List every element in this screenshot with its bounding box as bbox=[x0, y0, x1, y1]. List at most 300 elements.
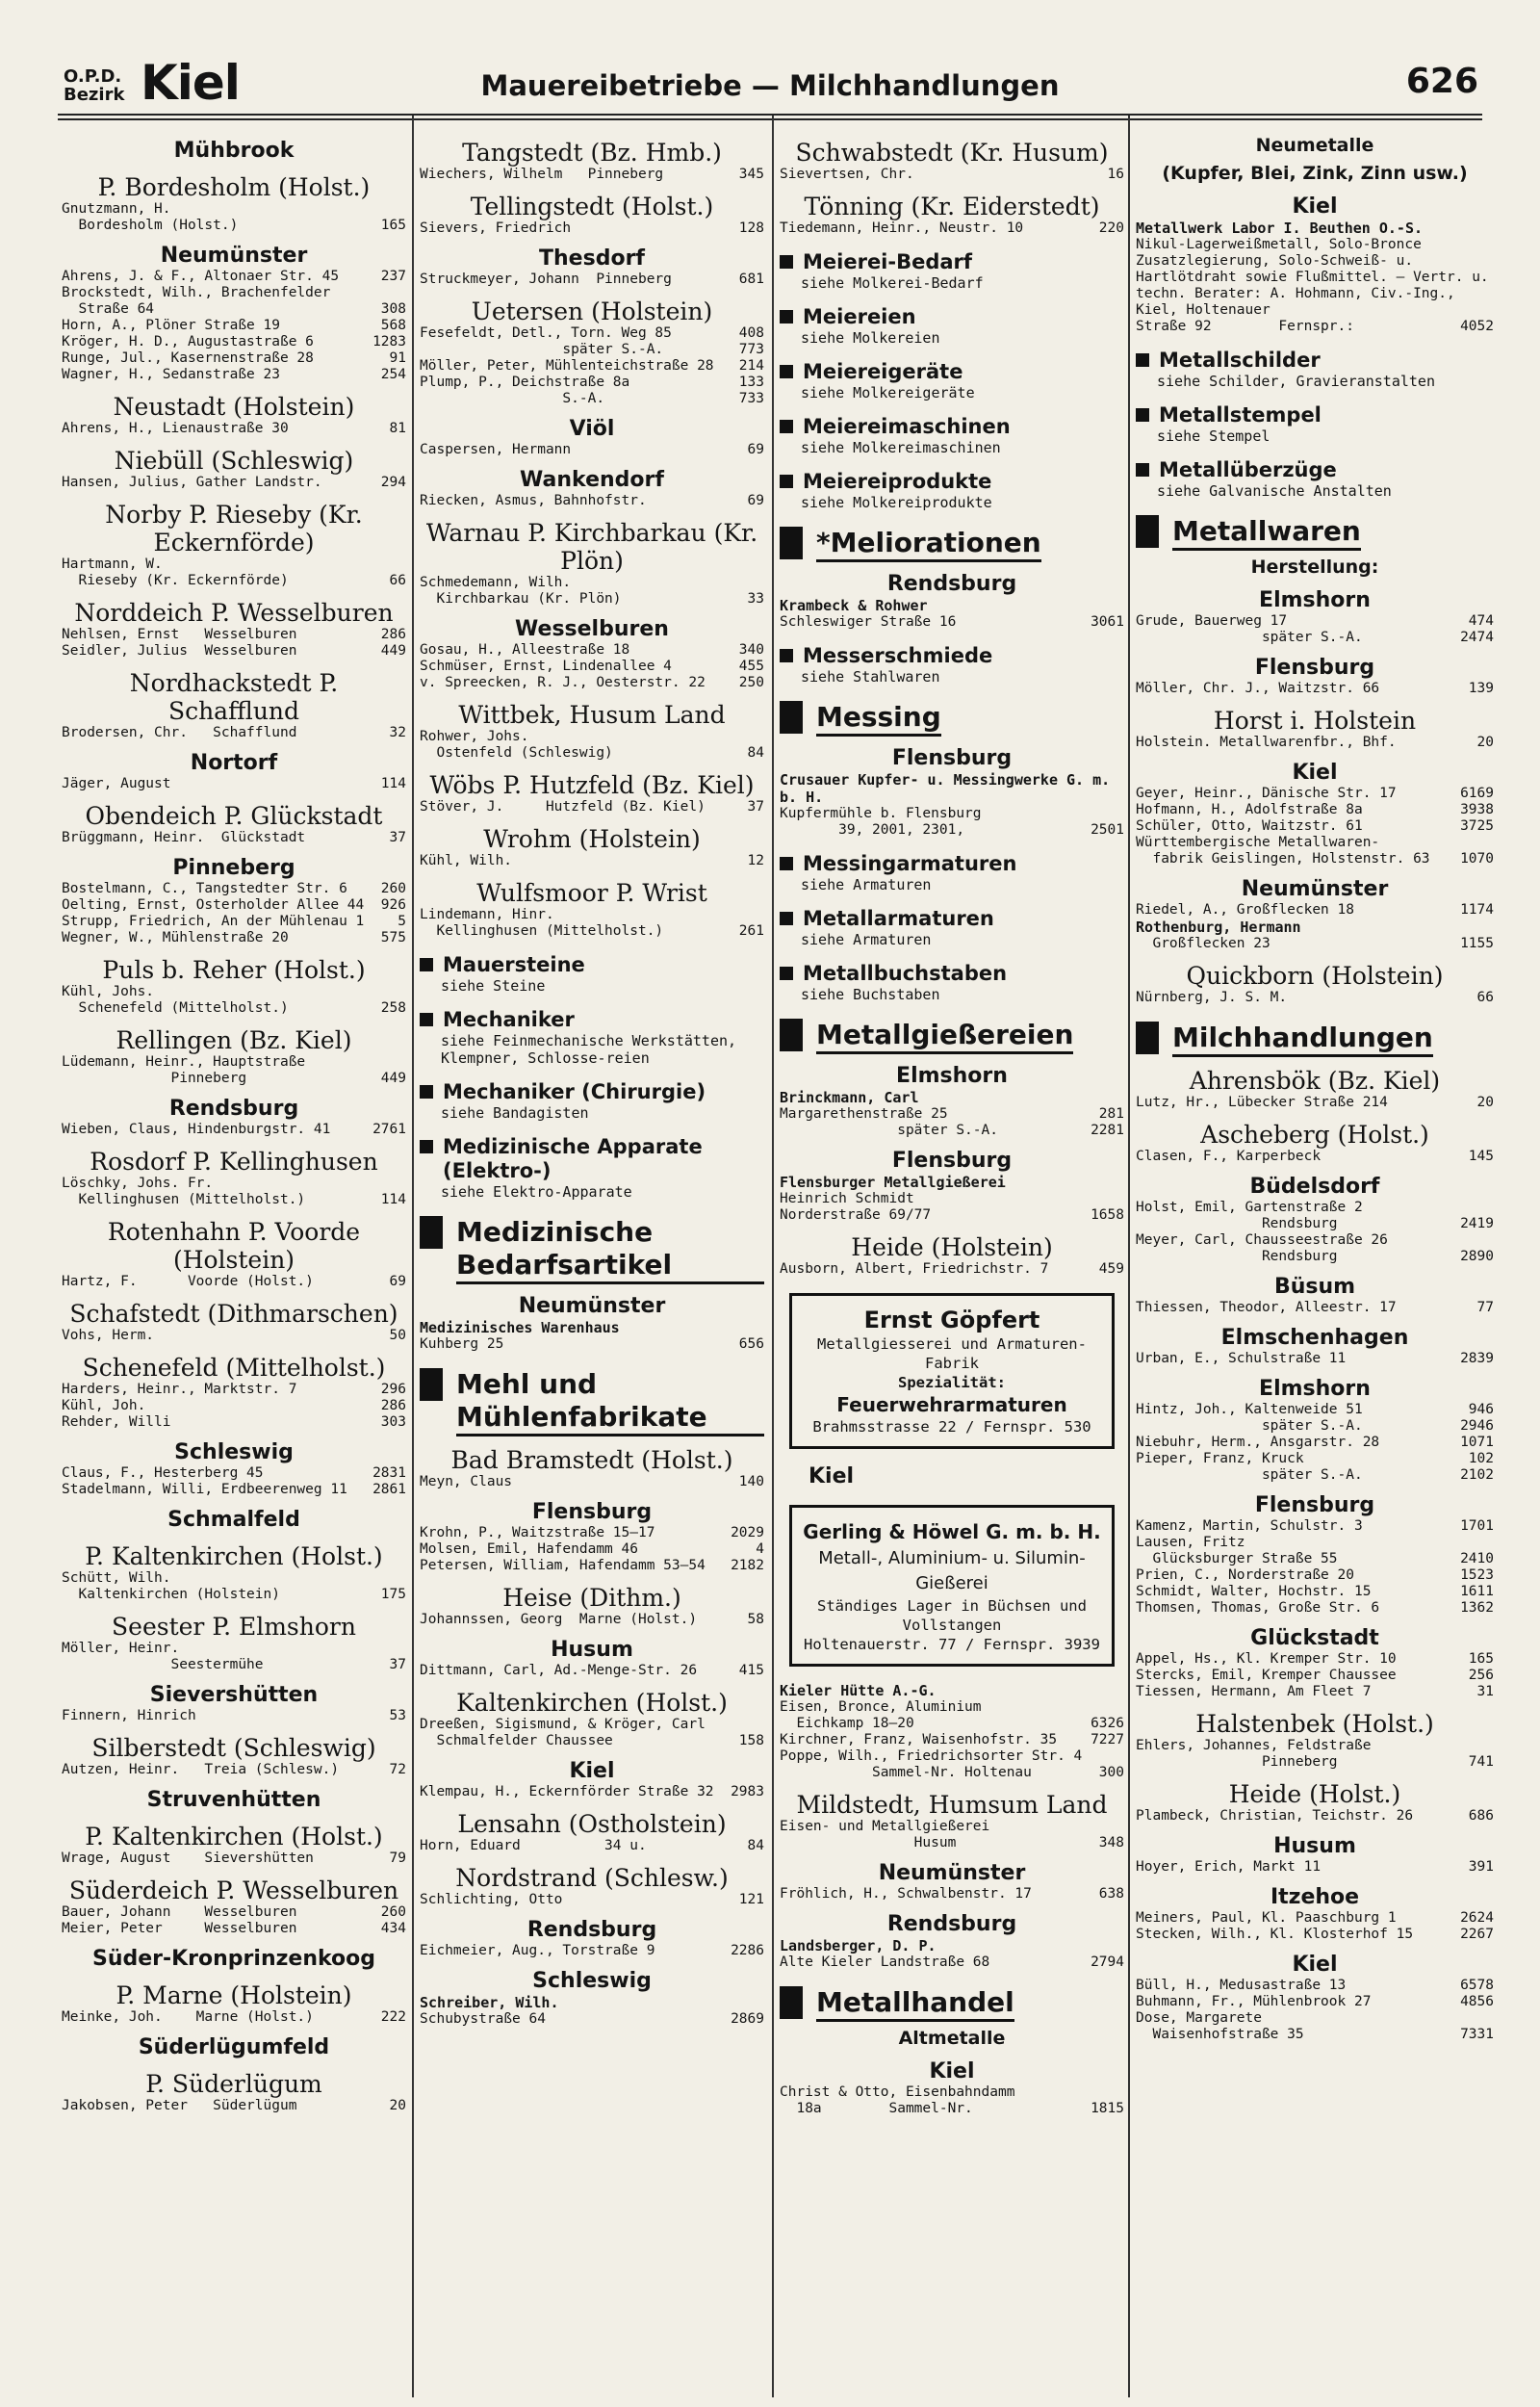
category-label: *Meliorationen bbox=[816, 527, 1041, 562]
entry-name: Plambeck, Christian, Teichstr. 26 bbox=[1136, 1808, 1414, 1824]
category-label: Messingarmaturen bbox=[803, 852, 1017, 875]
bullet-square bbox=[780, 1019, 803, 1051]
entry-phone: 638 bbox=[1098, 1886, 1124, 1902]
place-heading: Lensahn (Ostholstein) bbox=[457, 1810, 727, 1838]
entry-name: Strupp, Friedrich, An der Mühlenau 1 bbox=[62, 914, 365, 929]
entry-phone: 2267 bbox=[1460, 1927, 1494, 1942]
firm-name: Medizinisches Warenhaus bbox=[420, 1319, 620, 1336]
entry-phone: 121 bbox=[738, 1892, 764, 1907]
directory-entry bbox=[1136, 1535, 1494, 1551]
subsection-heading: Neumetalle bbox=[1255, 135, 1374, 156]
entry-name: Petersen, William, Hafendamm 53—54 bbox=[420, 1558, 706, 1573]
directory-entry bbox=[62, 830, 406, 846]
firm-name: Flensburger Metallgießerei bbox=[780, 1174, 1006, 1191]
city-heading: Nortorf bbox=[190, 751, 278, 775]
city-heading: Schleswig bbox=[174, 1440, 294, 1464]
entry-name: Sievertsen, Chr. bbox=[780, 167, 914, 182]
place-heading: Heide (Holstein) bbox=[851, 1233, 1053, 1261]
directory-entry bbox=[62, 556, 406, 573]
place-heading: Mildstedt, Humsum Land bbox=[796, 1791, 1108, 1819]
see-reference: siehe Molkereien bbox=[801, 329, 940, 347]
directory-entry bbox=[62, 1657, 406, 1673]
category-heading bbox=[420, 1008, 764, 1032]
directory-entry bbox=[420, 220, 764, 237]
place-heading: P. Bordesholm (Holst.) bbox=[97, 173, 371, 201]
entry-name: Horn, Eduard 34 u. bbox=[420, 1838, 647, 1853]
entry-name: Kühl, Johs. bbox=[62, 984, 155, 999]
directory-entry bbox=[62, 421, 406, 437]
directory-entry bbox=[1136, 735, 1494, 751]
place-heading: Wulfsmoor P. Wrist bbox=[476, 879, 707, 907]
city-heading: Husum bbox=[1273, 1834, 1356, 1858]
directory-entry bbox=[62, 627, 406, 643]
entry-phone: 568 bbox=[380, 318, 406, 333]
directory-entry bbox=[420, 1733, 764, 1749]
entry-phone: 926 bbox=[380, 897, 406, 913]
directory-entry bbox=[780, 1886, 1124, 1902]
place-heading: Norddeich P. Wesselburen bbox=[74, 599, 394, 627]
entry-name: Kellinghusen (Mittelholst.) bbox=[420, 923, 664, 939]
directory-entry bbox=[420, 729, 764, 745]
place-heading: Niebüll (Schleswig) bbox=[114, 447, 354, 475]
directory-entry bbox=[420, 923, 764, 940]
directory-entry bbox=[780, 1954, 1124, 1971]
entry-phone: 286 bbox=[380, 1398, 406, 1413]
entry-name: später S.-A. bbox=[1136, 630, 1363, 645]
entry-name: später S.-A. bbox=[1136, 1467, 1363, 1483]
ad-ernst-goepfert bbox=[789, 1293, 1115, 1449]
entry-name: Hofmann, H., Adolfstraße 8a bbox=[1136, 802, 1363, 817]
entry-phone: 102 bbox=[1468, 1451, 1494, 1466]
entry-phone: 214 bbox=[738, 358, 764, 374]
category-label: Medizinische Bedarfsartikel bbox=[456, 1216, 764, 1284]
entry-phone: 449 bbox=[380, 1071, 406, 1086]
directory-entry bbox=[62, 984, 406, 1000]
entry-name: Husum bbox=[780, 1835, 957, 1851]
directory-entry bbox=[62, 1414, 406, 1431]
entry-phone: 256 bbox=[1468, 1668, 1494, 1683]
ad-special: Spezialität: bbox=[898, 1374, 1006, 1391]
entry-name: Poppe, Wilh., Friedrichsorter Str. 4 bbox=[780, 1748, 1083, 1764]
place-heading: Warnau P. Kirchbarkau (Kr. Plön) bbox=[425, 519, 758, 575]
category-label: Meierei-Bedarf bbox=[803, 250, 973, 273]
city-heading: Kiel bbox=[1292, 1953, 1338, 1977]
entry-name: 39, 2001, 2301, bbox=[780, 822, 965, 838]
entry-phone: 6326 bbox=[1091, 1716, 1124, 1731]
entry-name: Löschky, Johs. Fr. bbox=[62, 1176, 214, 1191]
category-label: Metallhandel bbox=[816, 1986, 1014, 2022]
entry-phone: 294 bbox=[380, 475, 406, 490]
directory-entry bbox=[1136, 681, 1494, 697]
directory-entry bbox=[62, 1176, 406, 1192]
entry-phone: 1155 bbox=[1460, 936, 1494, 951]
directory-entry bbox=[62, 301, 406, 318]
page-number: 626 bbox=[1405, 62, 1478, 101]
directory-entry bbox=[62, 1708, 406, 1724]
entry-phone: 5 bbox=[398, 914, 406, 929]
ad-title: Ernst Göpfert bbox=[863, 1307, 1040, 1333]
directory-entry bbox=[1136, 1684, 1494, 1700]
city-heading: Schleswig bbox=[532, 1969, 652, 1993]
place-heading: Puls b. Reher (Holst.) bbox=[102, 956, 366, 984]
entry-phone: 91 bbox=[389, 350, 406, 366]
entry-name: Rohwer, Johs. bbox=[420, 729, 529, 744]
entry-name: Thomsen, Thomas, Große Str. 6 bbox=[1136, 1600, 1380, 1616]
entry-phone: 220 bbox=[1098, 220, 1124, 236]
entry-phone bbox=[1488, 1200, 1494, 1216]
entry-phone: 4856 bbox=[1460, 1994, 1494, 2009]
directory-entry bbox=[62, 367, 406, 383]
directory-entry bbox=[780, 1207, 1124, 1224]
place-heading: Schwabstedt (Kr. Husum) bbox=[795, 139, 1109, 167]
directory-entry bbox=[62, 1587, 406, 1603]
directory-entry bbox=[1136, 851, 1494, 867]
directory-entry bbox=[1136, 1567, 1494, 1584]
category-label: Mauersteine bbox=[443, 953, 585, 976]
city-heading: Flensburg bbox=[1254, 1493, 1375, 1517]
entry-phone: 114 bbox=[380, 776, 406, 791]
place-heading: Tönning (Kr. Eiderstedt) bbox=[804, 193, 1100, 220]
entry-name: Dreeßen, Sigismund, & Kröger, Carl bbox=[420, 1717, 706, 1732]
place-heading: P. Marne (Holstein) bbox=[116, 1981, 352, 2009]
directory-entry bbox=[420, 745, 764, 762]
place-heading: Schafstedt (Dithmarschen) bbox=[69, 1300, 398, 1328]
city-heading: Flensburg bbox=[891, 746, 1013, 770]
entry-phone: 2029 bbox=[731, 1525, 764, 1540]
entry-phone: 2794 bbox=[1091, 1954, 1124, 1970]
entry-name: Struckmeyer, Johann Pinneberg bbox=[420, 272, 672, 287]
column-divider bbox=[1128, 116, 1130, 2397]
entry-phone: 308 bbox=[380, 301, 406, 317]
entry-name: Sievers, Friedrich bbox=[420, 220, 572, 236]
category-heading bbox=[420, 1080, 764, 1104]
city-heading: Süderlügumfeld bbox=[138, 2035, 330, 2059]
category-label: Metallbuchstaben bbox=[803, 962, 1008, 985]
category-heading-large bbox=[780, 527, 1124, 562]
entry-name: Riecken, Asmus, Bahnhofstr. bbox=[420, 493, 647, 508]
see-reference: siehe Galvanische Anstalten bbox=[1157, 482, 1392, 500]
directory-entry bbox=[420, 575, 764, 591]
bezirk-text: Bezirk bbox=[64, 85, 125, 105]
see-reference: siehe Elektro-Apparate bbox=[441, 1183, 632, 1201]
column-3 bbox=[780, 129, 1124, 2382]
directory-entry bbox=[420, 2011, 764, 2028]
entry-name: Prien, C., Norderstraße 20 bbox=[1136, 1567, 1354, 1583]
see-reference: siehe Bandagisten bbox=[441, 1104, 589, 1122]
city-heading: Struvenhütten bbox=[146, 1788, 321, 1812]
firm-name: Krambeck & Rohwer bbox=[780, 597, 928, 614]
entry-phone: 20 bbox=[389, 2098, 406, 2113]
entry-phone: 348 bbox=[1098, 1835, 1124, 1851]
entry-name: Hansen, Julius, Gather Landstr. bbox=[62, 475, 322, 490]
entry-name: Sammel-Nr. Holtenau bbox=[780, 1765, 1032, 1780]
entry-name: Wiechers, Wilhelm Pinneberg bbox=[420, 167, 664, 182]
category-heading-large bbox=[780, 1019, 1124, 1054]
entry-phone: 139 bbox=[1468, 681, 1494, 696]
directory-entry bbox=[420, 659, 764, 675]
directory-entry bbox=[62, 1071, 406, 1087]
entry-name: Schlichting, Otto bbox=[420, 1892, 563, 1907]
firm-name: Kieler Hütte A.-G. bbox=[780, 1682, 937, 1699]
entry-phone: 66 bbox=[1476, 990, 1494, 1005]
entry-phone bbox=[400, 1054, 406, 1071]
entry-phone bbox=[400, 556, 406, 573]
entry-name: Stecken, Wilh., Kl. Klosterhof 15 bbox=[1136, 1927, 1414, 1942]
directory-entry bbox=[1136, 2010, 1494, 2027]
directory-entry bbox=[420, 907, 764, 923]
entry-name: später S.-A. bbox=[420, 342, 664, 357]
entry-name: Lindemann, Hinr. bbox=[420, 907, 554, 922]
entry-name: später S.-A. bbox=[780, 1123, 998, 1138]
directory-entry bbox=[420, 272, 764, 288]
entry-phone: 2501 bbox=[1091, 822, 1124, 838]
category-label: Meiereien bbox=[803, 305, 916, 328]
directory-entry bbox=[780, 822, 1124, 839]
city-heading: Süder-Kronprinzenkoog bbox=[91, 1947, 376, 1971]
entry-phone: 686 bbox=[1468, 1808, 1494, 1824]
entry-name: Schütt, Wilh. bbox=[62, 1570, 171, 1586]
directory-entry bbox=[780, 614, 1124, 631]
entry-name: S.-A. bbox=[420, 391, 605, 406]
directory-entry bbox=[780, 1106, 1124, 1123]
entry-name: Kaltenkirchen (Holstein) bbox=[62, 1587, 280, 1602]
category-label: Milchhandlungen bbox=[1172, 1022, 1433, 1057]
city-heading: Kiel bbox=[929, 2059, 975, 2083]
entry-name: Fesefeldt, Detl., Torn. Weg 85 bbox=[420, 325, 672, 341]
city-heading: Büsum bbox=[1273, 1275, 1356, 1299]
entry-phone: 474 bbox=[1468, 613, 1494, 629]
entry-name: Holstein. Metallwarenfbr., Bhf. bbox=[1136, 735, 1397, 750]
directory-entry bbox=[62, 776, 406, 792]
directory-entry bbox=[1136, 1467, 1494, 1484]
entry-name: Straße 64 bbox=[62, 301, 155, 317]
directory-entry bbox=[420, 799, 764, 815]
entry-name: Pinneberg bbox=[1136, 1754, 1338, 1770]
directory-entry bbox=[420, 442, 764, 458]
directory-entry bbox=[1136, 786, 1494, 802]
entry-name: Möller, Peter, Mühlenteichstraße 28 bbox=[420, 358, 714, 374]
entry-phone: 3061 bbox=[1091, 614, 1124, 630]
entry-name: Urban, E., Schulstraße 11 bbox=[1136, 1351, 1347, 1366]
city-heading: Rendsburg bbox=[886, 1912, 1017, 1936]
category-label: Meiereigeräte bbox=[803, 360, 963, 383]
category-label: Mechaniker (Chirurgie) bbox=[443, 1080, 706, 1103]
category-label: Metallarmaturen bbox=[803, 907, 994, 930]
city-heading: Elmschenhagen bbox=[1220, 1326, 1409, 1350]
category-heading-large bbox=[420, 1368, 764, 1436]
place-heading: Obendeich P. Glückstadt bbox=[85, 802, 383, 830]
entry-phone: 254 bbox=[380, 367, 406, 382]
firm-name: Brinckmann, Carl bbox=[780, 1089, 919, 1106]
directory-entry bbox=[780, 167, 1124, 183]
entry-phone: 415 bbox=[738, 1663, 764, 1678]
directory-entry bbox=[420, 1943, 764, 1959]
entry-phone: 237 bbox=[380, 269, 406, 284]
entry-name: Alte Kieler Landstraße 68 bbox=[780, 1954, 990, 1970]
city-heading: Wankendorf bbox=[520, 468, 664, 492]
entry-phone: 656 bbox=[738, 1336, 764, 1352]
place-heading: Rosdorf P. Kellinghusen bbox=[90, 1148, 378, 1176]
entry-phone: 3725 bbox=[1460, 818, 1494, 834]
category-heading bbox=[780, 305, 1124, 329]
entry-phone: 66 bbox=[389, 573, 406, 588]
entry-phone: 260 bbox=[380, 881, 406, 896]
directory-entry bbox=[420, 325, 764, 342]
directory-entry bbox=[420, 1336, 764, 1353]
ad-gerling-hoewel bbox=[789, 1505, 1115, 1667]
entry-phone bbox=[1488, 2010, 1494, 2027]
entry-name: Hoyer, Erich, Markt 11 bbox=[1136, 1859, 1322, 1875]
entry-phone: 69 bbox=[747, 493, 764, 508]
directory-entry bbox=[1136, 1351, 1494, 1367]
directory-entry bbox=[62, 1482, 406, 1498]
entry-name: Rendsburg bbox=[1136, 1216, 1338, 1231]
entry-name: Horn, A., Plöner Straße 19 bbox=[62, 318, 280, 333]
bullet-square bbox=[1136, 1022, 1159, 1054]
directory-entry bbox=[62, 1274, 406, 1290]
directory-entry bbox=[62, 1921, 406, 1937]
entry-phone: 69 bbox=[747, 442, 764, 457]
category-label: Metallgießereien bbox=[816, 1019, 1073, 1054]
directory-entry bbox=[62, 334, 406, 350]
bullet-square bbox=[780, 912, 793, 925]
entry-phone: 37 bbox=[389, 830, 406, 845]
directory-entry bbox=[1136, 1232, 1494, 1249]
entry-phone: 741 bbox=[1468, 1754, 1494, 1770]
category-heading bbox=[1136, 458, 1494, 482]
entry-name: Schmalfelder Chaussee bbox=[420, 1733, 613, 1748]
entry-phone: 434 bbox=[380, 1921, 406, 1936]
entry-phone: 2419 bbox=[1460, 1216, 1494, 1231]
place-heading: Norby P. Rieseby (Kr. Eckernförde) bbox=[105, 501, 363, 556]
directory-entry bbox=[1136, 1249, 1494, 1265]
entry-name: Kuhberg 25 bbox=[420, 1336, 504, 1352]
entry-phone: 6578 bbox=[1460, 1978, 1494, 1993]
city-heading: Kiel bbox=[1292, 194, 1338, 219]
entry-phone bbox=[400, 984, 406, 1000]
bullet-square bbox=[1136, 353, 1149, 367]
entry-phone: 281 bbox=[1098, 1106, 1124, 1122]
see-reference: siehe Buchstaben bbox=[801, 986, 940, 1003]
entry-name: Krohn, P., Waitzstraße 15—17 bbox=[420, 1525, 655, 1540]
entry-name: Hintz, Joh., Kaltenweide 51 bbox=[1136, 1402, 1363, 1417]
entry-phone: 16 bbox=[1107, 167, 1124, 182]
place-heading: Rellingen (Bz. Kiel) bbox=[116, 1026, 352, 1054]
see-reference: siehe Molkerei-Bedarf bbox=[801, 274, 984, 292]
bullet-square bbox=[780, 527, 803, 559]
directory-entry bbox=[1136, 1651, 1494, 1668]
category-label: Meiereimaschinen bbox=[803, 415, 1011, 438]
directory-entry bbox=[420, 167, 764, 183]
place-heading: Neustadt (Holstein) bbox=[113, 393, 355, 421]
city-heading: Sievershütten bbox=[149, 1683, 319, 1707]
entry-phone: 575 bbox=[380, 930, 406, 945]
place-heading: P. Kaltenkirchen (Holst.) bbox=[85, 1542, 383, 1570]
entry-phone: 2946 bbox=[1460, 1418, 1494, 1434]
entry-phone: 37 bbox=[389, 1657, 406, 1672]
directory-entry bbox=[1136, 1808, 1494, 1825]
place-heading: Uetersen (Holstein) bbox=[471, 298, 713, 325]
place-heading: Seester P. Elmshorn bbox=[112, 1613, 356, 1641]
column-3-bottom bbox=[780, 1682, 1124, 2117]
entry-name: Hartmann, W. bbox=[62, 556, 163, 572]
entry-phone bbox=[400, 1641, 406, 1657]
entry-name: Nehlsen, Ernst Wesselburen bbox=[62, 627, 297, 642]
column-divider bbox=[772, 116, 774, 2397]
city-heading: Flensburg bbox=[531, 1500, 653, 1524]
directory-entry bbox=[1136, 1300, 1494, 1316]
entry-name: Ehlers, Johannes, Feldstraße bbox=[1136, 1738, 1372, 1753]
place-heading: Rotenhahn P. Voorde (Holstein) bbox=[107, 1218, 361, 1274]
directory-entry bbox=[62, 881, 406, 897]
entry-phone: 2410 bbox=[1460, 1551, 1494, 1566]
category-heading bbox=[780, 907, 1124, 931]
entry-phone bbox=[1488, 1738, 1494, 1754]
entry-phone: 2869 bbox=[731, 2011, 764, 2027]
directory-entry bbox=[1136, 1994, 1494, 2010]
entry-name: Gnutzmann, H. bbox=[62, 201, 171, 217]
entry-text: Heinrich Schmidt bbox=[780, 1191, 914, 1206]
entry-name: Ahrens, H., Lienaustraße 30 bbox=[62, 421, 289, 436]
entry-name: Dittmann, Carl, Ad.-Menge-Str. 26 bbox=[420, 1663, 698, 1678]
directory-entry bbox=[780, 1123, 1124, 1139]
entry-name: Claus, F., Hesterberg 45 bbox=[62, 1465, 264, 1481]
city-heading: Elmshorn bbox=[1259, 588, 1371, 612]
place-heading: Nordhackstedt P. Schafflund bbox=[129, 669, 339, 725]
directory-entry bbox=[1136, 1418, 1494, 1435]
directory-entry bbox=[1136, 802, 1494, 818]
directory-entry bbox=[1136, 1402, 1494, 1418]
directory-entry bbox=[62, 1641, 406, 1657]
entry-name: Lutz, Hr., Lübecker Straße 214 bbox=[1136, 1095, 1388, 1110]
directory-entry bbox=[62, 318, 406, 334]
bullet-square bbox=[780, 255, 793, 269]
entry-phone: 1523 bbox=[1460, 1567, 1494, 1583]
entry-phone: 681 bbox=[738, 272, 764, 287]
column-1 bbox=[62, 129, 406, 2382]
directory-entry bbox=[62, 930, 406, 946]
entry-phone: 222 bbox=[380, 2009, 406, 2025]
category-label: Metallstempel bbox=[1159, 403, 1322, 427]
entry-name: Thiessen, Theodor, Alleestr. 17 bbox=[1136, 1300, 1397, 1315]
city-heading: Rendsburg bbox=[168, 1097, 299, 1121]
place-heading: Ascheberg (Holst.) bbox=[1200, 1121, 1429, 1149]
bullet-square bbox=[420, 1013, 433, 1026]
entry-phone bbox=[400, 201, 406, 218]
entry-name: Jakobsen, Peter Süderlügum bbox=[62, 2098, 297, 2113]
entry-name: Stercks, Emil, Kremper Chaussee bbox=[1136, 1668, 1397, 1683]
category-label: Metallüberzüge bbox=[1159, 458, 1337, 481]
entry-phone: 4052 bbox=[1460, 319, 1494, 334]
directory-entry bbox=[62, 897, 406, 914]
entry-name: Möller, Heinr. bbox=[62, 1641, 180, 1656]
entry-name: Straße 92 Fernspr.: bbox=[1136, 319, 1354, 334]
directory-entry bbox=[420, 1541, 764, 1558]
entry-phone: 114 bbox=[380, 1192, 406, 1207]
header-city: Kiel bbox=[141, 55, 240, 111]
header-rule-second bbox=[58, 118, 1482, 120]
category-heading bbox=[780, 250, 1124, 274]
entry-name: Meyer, Carl, Chausseestraße 26 bbox=[1136, 1232, 1388, 1248]
directory-entry bbox=[420, 1717, 764, 1733]
entry-phone: 20 bbox=[1476, 735, 1494, 750]
directory-entry bbox=[62, 1122, 406, 1138]
entry-name: Seidler, Julius Wesselburen bbox=[62, 643, 297, 659]
bullet-square bbox=[780, 857, 793, 870]
directory-entry bbox=[420, 591, 764, 608]
entry-phone: 345 bbox=[738, 167, 764, 182]
directory-entry bbox=[62, 2009, 406, 2026]
